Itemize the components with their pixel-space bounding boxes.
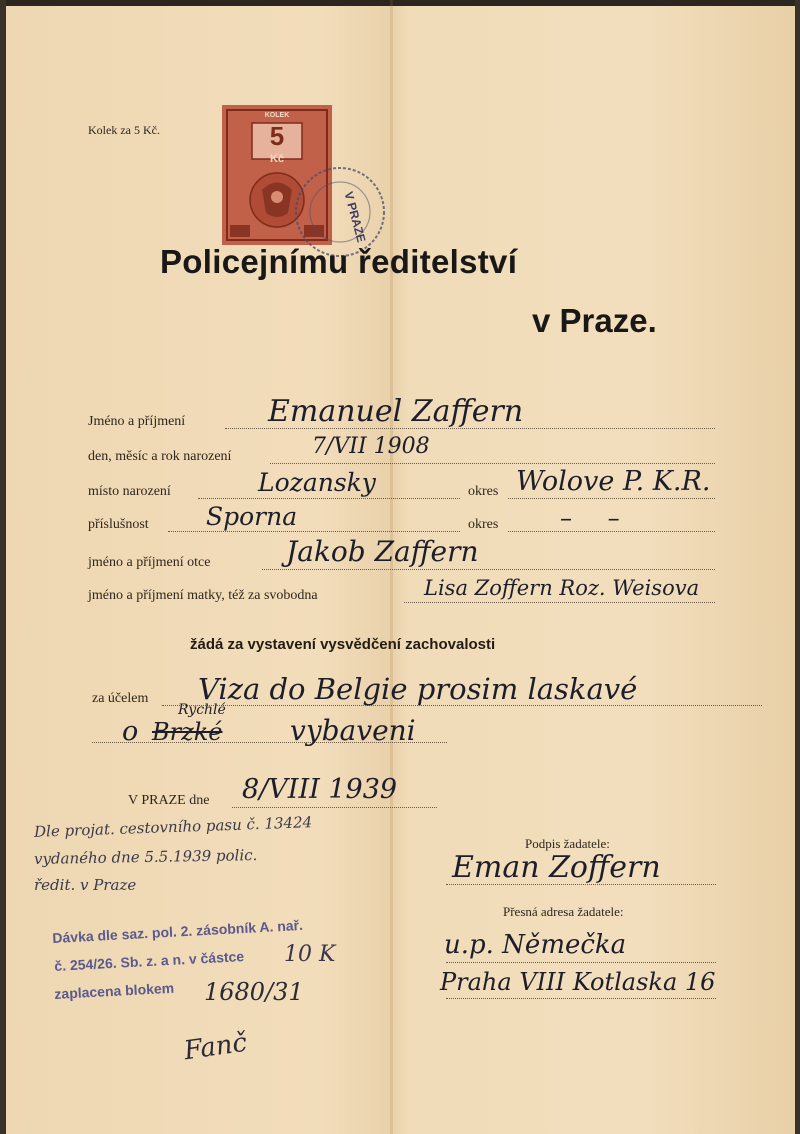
- citizenship-line: [168, 531, 460, 532]
- purpose-line2-prefix: o: [122, 716, 139, 747]
- birth-place-value: Lozansky: [258, 468, 376, 497]
- name-label: Jméno a příjmení: [88, 414, 186, 429]
- fee-stamp-line3: zaplacena blokem: [54, 979, 175, 1002]
- signature-label: Podpis žadatele:: [525, 836, 610, 851]
- birth-date-value: 7/VII 1908: [312, 434, 430, 459]
- purpose-line2-insert: Rychlé: [178, 702, 226, 718]
- postmark-text: V PRAZE: [341, 190, 369, 244]
- scan-edge-right: [795, 0, 800, 1134]
- address-label: Přesná adresa žadatele:: [503, 904, 624, 919]
- date-label: V PRAZE dne: [128, 793, 210, 808]
- heading-line2: v Praze.: [532, 302, 657, 339]
- fee-stamp-line1: Dávka dle saz. pol. 2. zásobník A. nař.: [52, 916, 304, 946]
- district-value: Wolove P. K.R.: [516, 466, 711, 497]
- date-line: [232, 807, 437, 808]
- signature-value: Eman Zoffern: [452, 850, 661, 885]
- fee-stamp-line2: č. 254/26. Sb. z. a n. v částce: [54, 948, 245, 974]
- scan-edge-top: [0, 0, 800, 6]
- name-value: Emanuel Zaffern: [268, 394, 524, 429]
- address-line1: u.p. Němečka: [444, 930, 627, 960]
- mother-label: jméno a příjmení matky, též za svobodna: [88, 588, 318, 603]
- official-note-line3: ředit. v Praze: [34, 876, 137, 894]
- fee-stamp-line2-value: 10 K: [284, 942, 336, 967]
- mother-line: [404, 602, 715, 603]
- date-value: 8/VIII 1939: [242, 774, 398, 805]
- district-label: okres: [468, 484, 499, 499]
- mother-value: Lisa Zoffern Roz. Weisova: [424, 576, 700, 600]
- district2-label: okres: [468, 517, 499, 532]
- heading-line1: Policejnímu ředitelství: [160, 243, 518, 280]
- father-value: Jakob Zaffern: [286, 535, 479, 568]
- stamp-fee-label: Kolek za 5 Kč.: [88, 123, 160, 137]
- request-heading: žádá za vystavení vysvědčení zachovalosti: [190, 636, 496, 653]
- citizenship-label: příslušnost: [88, 517, 149, 532]
- district-line: [508, 498, 715, 499]
- father-label: jméno a příjmení otce: [88, 555, 211, 570]
- birth-date-label: den, měsíc a rok narození: [88, 449, 232, 464]
- revenue-stamp-currency: Kč: [269, 153, 285, 165]
- purpose-line1-value: Viza do Belgie prosim laskavé: [198, 672, 638, 706]
- purpose-label: za účelem: [92, 691, 149, 706]
- purpose-line2-rest: vybaveni: [290, 714, 416, 747]
- address-line2: Praha VIII Kotlaska 16: [440, 968, 716, 996]
- revenue-stamp-value: 5: [269, 121, 285, 151]
- birth-place-label: místo narození: [88, 484, 171, 499]
- revenue-stamp-top-text: KOLEK: [264, 112, 290, 119]
- official-note-line1: Dle projat. cestovního pasu č. 13424: [33, 813, 313, 841]
- birth-date-line: [270, 463, 715, 464]
- fee-stamp-initials: Fanč: [182, 1027, 249, 1067]
- official-note-line2: vydaného dne 5.5.1939 polic.: [33, 846, 258, 868]
- address-line2-rule: [446, 998, 716, 999]
- district2-value: – –: [560, 504, 634, 532]
- purpose-line2-struck: Brzké: [152, 718, 223, 746]
- address-line1-rule: [446, 962, 716, 963]
- father-line: [262, 569, 715, 570]
- fee-stamp-line3-value: 1680/31: [204, 978, 304, 1006]
- birth-place-line: [198, 498, 460, 499]
- citizenship-value: Sporna: [206, 502, 298, 531]
- scan-edge-left: [0, 0, 6, 1134]
